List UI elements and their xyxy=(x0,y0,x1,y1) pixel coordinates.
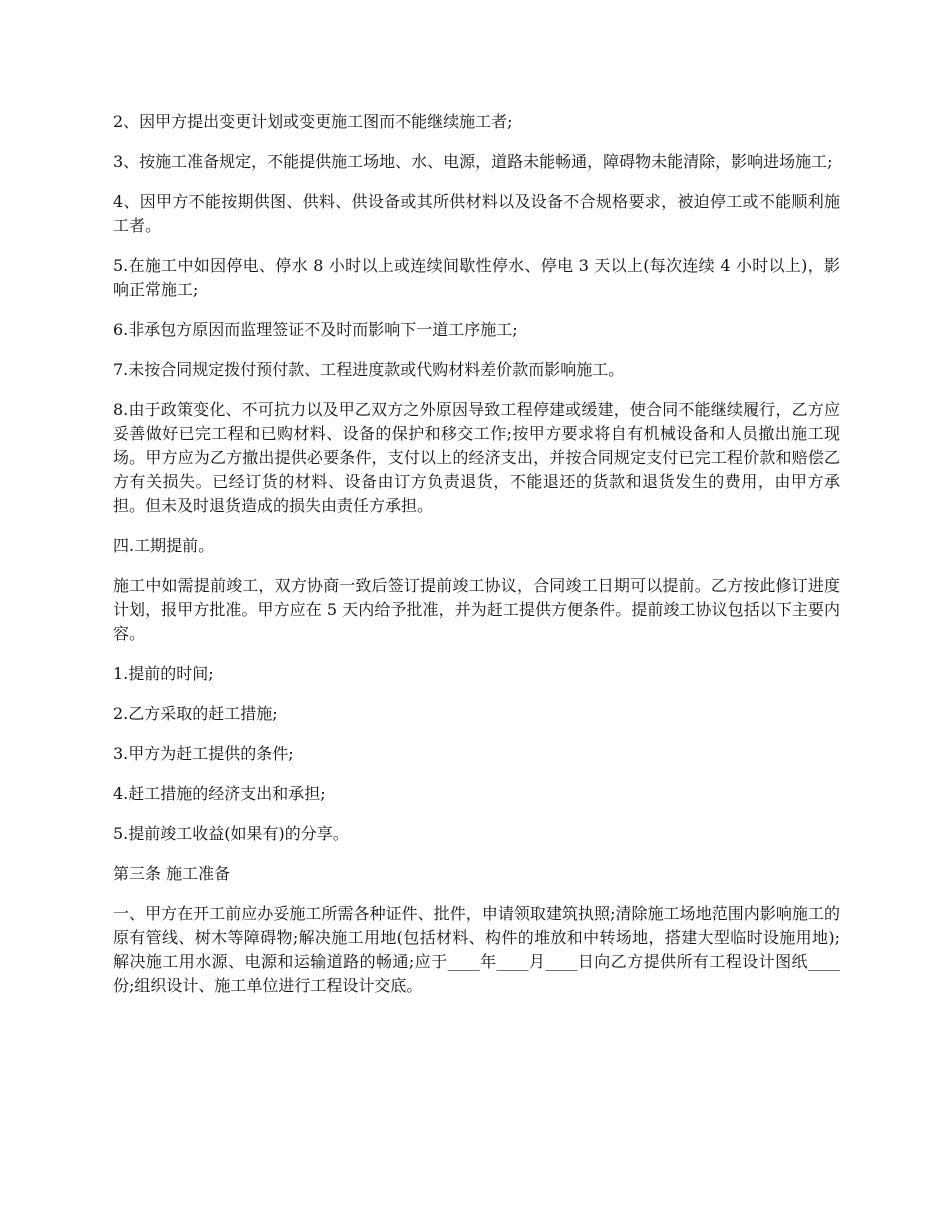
paragraph-clause-3: 3、按施工准备规定，不能提供施工场地、水、电源，道路未能畅通，障碍物未能清除，影响进场施工; xyxy=(113,152,833,171)
article-heading-construction-prep: 第三条 施工准备 xyxy=(113,864,231,883)
paragraph-clause-7: 7.未按合同规定拨付预付款、工程进度款或代购材料差价款而影响施工。 xyxy=(113,360,625,379)
list-item-early-2: 2.乙方采取的赶工措施; xyxy=(113,704,278,723)
list-item-early-5: 5.提前竣工收益(如果有)的分享。 xyxy=(113,824,349,843)
paragraph-clause-2: 2、因甲方提出变更计划或变更施工图而不能继续施工者; xyxy=(113,112,513,131)
paragraph-clause-6: 6.非承包方原因而监理签证不及时而影响下一道工序施工; xyxy=(113,320,518,339)
paragraph-clause-8: 8.由于政策变化、不可抗力以及甲乙双方之外原因导致工程停建或缓建，使合同不能继续履行，乙方应妥善做好已完工程和已购材料、设备的保护和移交工作;按甲方要求将自有机械设备和人员撤出施工现场。甲方应为乙方撤出提供必要条件，支付以上的经济支出，并按合同规定支付已完工程价款和赔偿乙方有关损失。已经订货的材料、设备由订方负责退货，不能退还的货款和退货发生的费用，由甲方承担。但未及时退货造成的损失由责任方承担。 xyxy=(113,400,840,515)
paragraph-clause-5: 5.在施工中如因停电、停水 8 小时以上或连续间歇性停水、停电 3 天以上(每次连续 4 小时以上)，影响正常施工; xyxy=(113,256,840,299)
paragraph-early-completion: 施工中如需提前竣工，双方协商一致后签订提前竣工协议，合同竣工日期可以提前。乙方按此修订进度计划，报甲方批准。甲方应在 5 天内给予批准，并为赶工提供方便条件。提前竣工协议包括以下主要内容。 xyxy=(113,576,840,643)
paragraph-prep-clause-1: 一、甲方在开工前应办妥施工所需各种证件、批件，申请领取建筑执照;清除施工场地范围内影响施工的原有管线、树木等障碍物;解决施工用地(包括材料、构件的堆放和中转场地，搭建大型临时设施用地);解决施工用水源、电源和运输道路的畅通;应于____年____月____日向乙方提供所有工程设计图纸____份;组织设计、施工单位进行工程设计交底。 xyxy=(113,904,840,995)
section-heading-early-completion: 四.工期提前。 xyxy=(113,536,215,555)
list-item-early-1: 1.提前的时间; xyxy=(113,664,214,683)
list-item-early-4: 4.赶工措施的经济支出和承担; xyxy=(113,784,326,803)
list-item-early-3: 3.甲方为赶工提供的条件; xyxy=(113,744,294,763)
paragraph-clause-4: 4、因甲方不能按期供图、供料、供设备或其所供材料以及设备不合规格要求，被迫停工或不能顺利施工者。 xyxy=(113,192,840,235)
document-body xyxy=(113,110,840,1014)
